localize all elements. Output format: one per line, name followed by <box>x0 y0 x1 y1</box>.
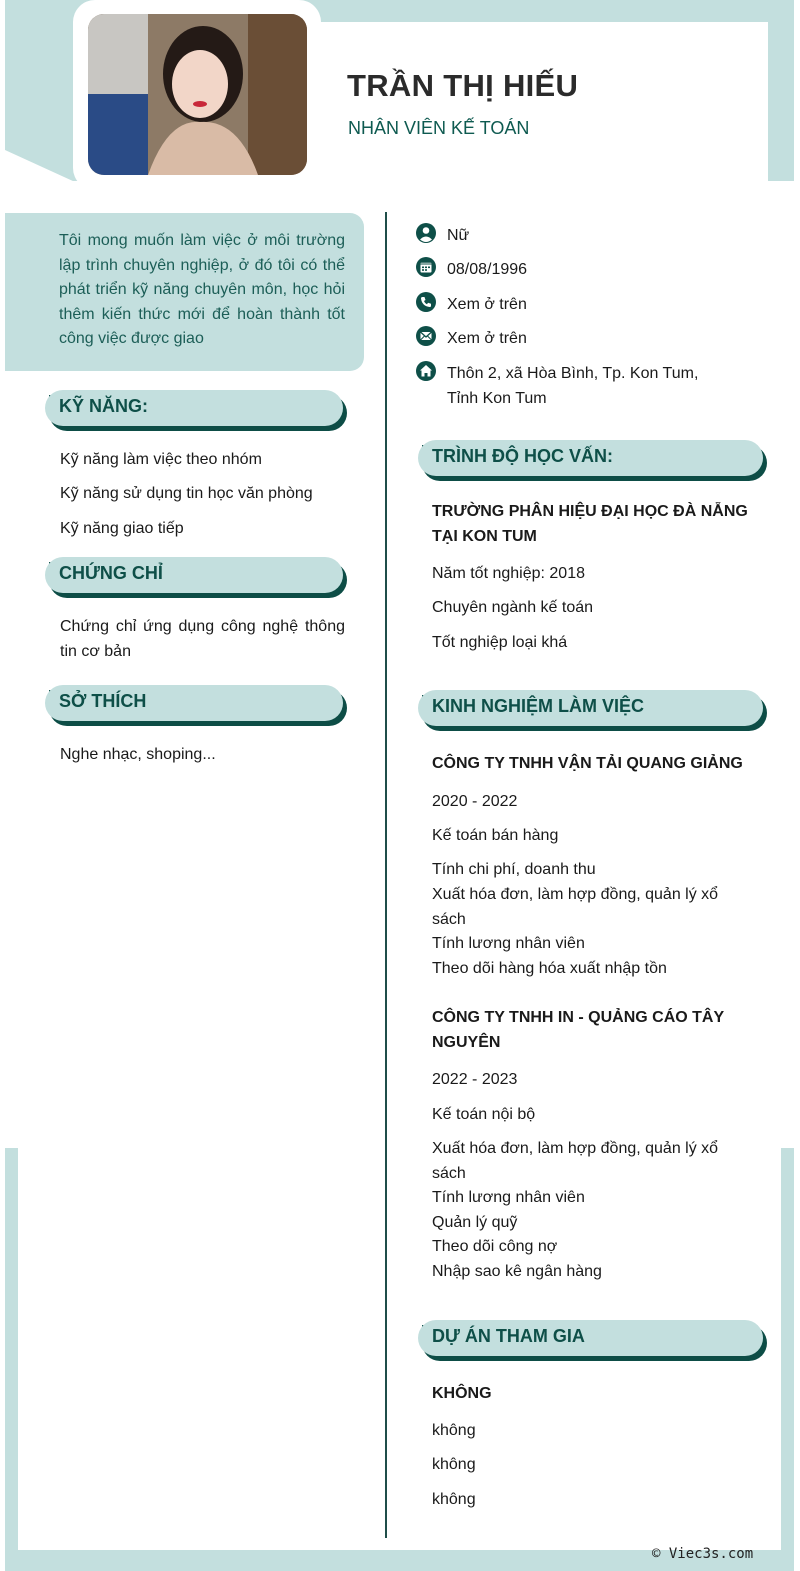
skills-heading <box>45 390 343 426</box>
person-icon <box>416 223 436 243</box>
gender-value: Nữ <box>447 227 470 244</box>
phone-value: Xem ở trên <box>447 296 527 313</box>
job-period: 2020 - 2022 <box>432 793 518 810</box>
job-duty: Tính chi phí, doanh thu <box>432 861 596 878</box>
candidate-name: TRẦN THỊ HIẾU <box>347 68 579 103</box>
company-name: CÔNG TY TNHH VẬN TẢI QUANG GIẢNG <box>432 755 743 772</box>
job-role: Kế toán bán hàng <box>432 827 559 844</box>
column-divider <box>385 212 387 1538</box>
header-corner-cut <box>5 150 75 182</box>
hobbies-text: Nghe nhạc, shoping... <box>60 746 216 763</box>
project-title: KHÔNG <box>432 1385 492 1402</box>
job-duty: sách <box>432 1165 466 1182</box>
job-role: Kế toán nội bộ <box>432 1106 536 1123</box>
address-line-1: Thôn 2, xã Hòa Bình, Tp. Kon Tum, <box>447 365 699 382</box>
address-line-2: Tỉnh Kon Tum <box>447 390 547 407</box>
email-icon <box>416 326 436 346</box>
email-value: Xem ở trên <box>447 330 527 347</box>
skill-item: Kỹ năng sử dụng tin học văn phòng <box>60 485 313 502</box>
certificates-heading <box>45 557 343 593</box>
project-line: không <box>432 1422 476 1439</box>
footer-left-block <box>5 1148 18 1571</box>
job-duty: Tính lương nhân viên <box>432 1189 585 1206</box>
skill-item: Kỹ năng giao tiếp <box>60 520 184 537</box>
profile-photo <box>88 14 307 175</box>
footer-right-block <box>781 1148 794 1571</box>
education-heading-label: TRÌNH ĐỘ HỌC VẤN: <box>432 446 613 466</box>
graduation-year: Năm tốt nghiệp: 2018 <box>432 565 585 582</box>
job-duty: Nhập sao kê ngân hàng <box>432 1263 602 1280</box>
projects-heading-label: DỰ ÁN THAM GIA <box>432 1326 585 1346</box>
school-name-cont: TẠI KON TUM <box>432 528 537 545</box>
hobbies-heading <box>45 685 343 721</box>
hobbies-heading-label: SỞ THÍCH <box>59 691 147 711</box>
home-icon <box>416 361 436 381</box>
job-duty: Theo dõi hàng hóa xuất nhập tồn <box>432 960 667 977</box>
job-duty: Tính lương nhân viên <box>432 935 585 952</box>
skills-heading-label: KỸ NĂNG: <box>59 396 148 416</box>
job-duty: Quản lý quỹ <box>432 1214 518 1231</box>
job-period: 2022 - 2023 <box>432 1071 518 1088</box>
career-objective: Tôi mong muốn làm việc ở môi trường lập trình chuyên nghiệp, ở đó tôi có thể phát triển kỹ năng chuyên môn, học hỏi thêm kiến thức mới để hoàn thành tốt công việc được giao <box>59 232 345 347</box>
calendar-icon <box>416 257 436 277</box>
certificate-text: Chứng chỉ ứng dụng công nghệ thông tin cơ bản <box>60 618 345 660</box>
experience-heading-label: KINH NGHIỆM LÀM VIỆC <box>432 696 645 716</box>
job-duty: sách <box>432 911 466 928</box>
school-name: TRƯỜNG PHÂN HIỆU ĐẠI HỌC ĐÀ NẴNG <box>432 503 748 520</box>
project-line: không <box>432 1456 476 1473</box>
experience-heading <box>418 690 763 726</box>
watermark: © Viec3s.com <box>652 1546 754 1562</box>
company-name-cont: NGUYÊN <box>432 1034 501 1051</box>
job-duty: Xuất hóa đơn, làm hợp đồng, quản lý xổ <box>432 1140 719 1157</box>
header-right-block <box>768 0 794 181</box>
certificates-heading-label: CHỨNG CHỈ <box>59 563 163 583</box>
job-duty: Theo dõi công nợ <box>432 1238 558 1255</box>
company-name: CÔNG TY TNHH IN - QUẢNG CÁO TÂY <box>432 1009 725 1026</box>
skill-item: Kỹ năng làm việc theo nhóm <box>60 451 262 468</box>
candidate-job-title: NHÂN VIÊN KẾ TOÁN <box>348 118 530 138</box>
projects-heading <box>418 1320 763 1356</box>
graduation-grade: Tốt nghiệp loại khá <box>432 634 568 651</box>
birthday-value: 08/08/1996 <box>447 261 528 278</box>
major: Chuyên ngành kế toán <box>432 599 594 616</box>
phone-icon <box>416 292 436 312</box>
project-line: không <box>432 1491 476 1508</box>
education-heading <box>418 440 763 476</box>
job-duty: Xuất hóa đơn, làm hợp đồng, quản lý xổ <box>432 886 719 903</box>
header-white-panel <box>318 22 768 192</box>
